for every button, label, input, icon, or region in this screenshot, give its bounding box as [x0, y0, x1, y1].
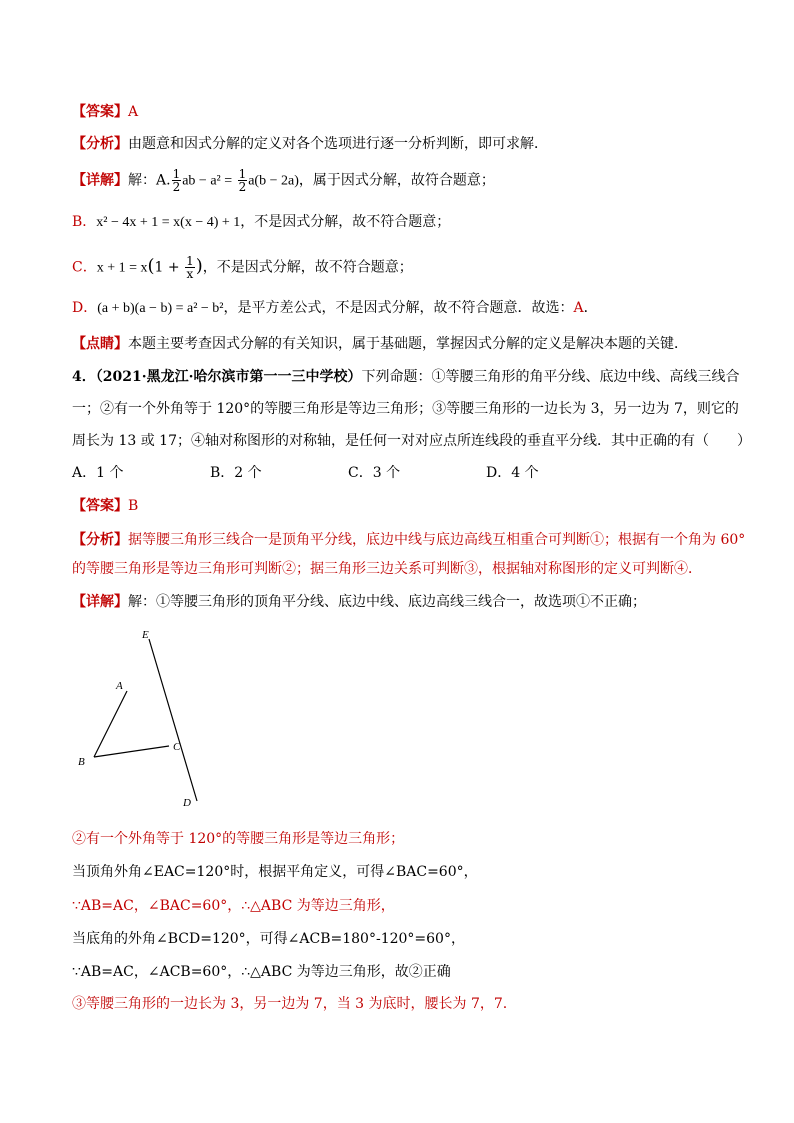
q3-option-d-line [72, 298, 598, 319]
q3-option-c-line: C．x + 1 = x(1 + $\frac{1}{x}$ )，不是因式分解，故不符合题意； [72, 254, 413, 281]
question-source: （2021·黑龙江·哈尔滨市第一一三中学校） [95, 369, 362, 385]
analysis-tag: 【分析】 [72, 136, 128, 152]
option-c-label: C． [72, 259, 97, 276]
option-c-comment: ，不是因式分解，故不符合题意； [202, 259, 413, 276]
segment-b-c [94, 746, 169, 757]
option-b-label: B． [72, 214, 97, 230]
label-d: D [183, 797, 191, 809]
question-number: 4． [72, 369, 96, 385]
line-e-d [149, 639, 197, 801]
q3-option-b-line [72, 212, 450, 233]
q3-detail-line [72, 168, 495, 193]
triangle-figure [70, 625, 210, 810]
q4-stem-line-3 [72, 431, 751, 451]
option-a: A．1 个 [72, 465, 124, 481]
q3-answer-line [72, 102, 138, 122]
answer-value: A [128, 104, 139, 120]
detail-text-1: 解：①等腰三角形的顶角平分线、底边中线、底边高线三线合一，故选项①不正确； [128, 594, 646, 610]
option-a-expr: ab − a² = [182, 173, 233, 189]
option-c: C．3 个 [348, 465, 401, 481]
answer-value: B [128, 498, 139, 514]
q4-detail-line [72, 592, 646, 612]
q4-step-3: ∵AB=AC，∠BAC=60°，∴△ABC 为等边三角形， [72, 898, 395, 914]
q4-stem-line-2 [72, 399, 739, 419]
stem-text-1: 下列命题：①等腰三角形的角平分线、底边中线、高线三线合 [361, 369, 740, 385]
q3-analysis-line [72, 134, 548, 154]
stem-text-3: 周长为 13 或 17；④轴对称图形的对称轴，是任何一对对应点所连线段的垂直平分线．其中正确的有（ ） [72, 433, 751, 449]
comment-text: 本题主要考查因式分解的有关知识，属于基础题，掌握因式分解的定义是解决本题的关键． [128, 336, 688, 352]
detail-tag: 【详解】 [72, 172, 128, 189]
option-d-label: D． [72, 300, 98, 316]
q4-step-6: ③等腰三角形的一边长为 3，另一边为 7，当 3 为底时，腰长为 7，7. [72, 996, 508, 1012]
detail-intro: 解：A. [128, 172, 171, 189]
analysis-text-2: 的等腰三角形是等边三角形可判断②；据三角形三边关系可判断③，根据轴对称图形的定义可判断④． [72, 561, 702, 577]
q3-comment-line [72, 334, 688, 354]
option-d-expr: (a + b)(a − b) = a² − b² [97, 301, 224, 316]
stem-text-2: 一；②有一个外角等于 120°的等腰三角形是等边三角形；③等腰三角形的一边长为 3，另一边为 7，则它的 [72, 401, 739, 417]
fraction-one-over-x: $\frac{1}{x}$ [186, 254, 194, 281]
analysis-tag: 【分析】 [72, 532, 128, 548]
q4-step-2: 当顶角外角∠EAC=120°时，根据平角定义，可得∠BAC=60°， [72, 864, 478, 880]
q4-step-1: ②有一个外角等于 120°的等腰三角形是等边三角形； [72, 831, 405, 847]
answer-tag: 【答案】 [72, 498, 128, 514]
q4-step-4: 当底角的外角∠BCD=120°，可得∠ACB=180°-120°=60°， [72, 931, 465, 947]
segment-a-b [94, 691, 127, 757]
option-d-end: ． [583, 300, 598, 316]
option-b: B．2 个 [210, 465, 262, 481]
label-e: E [142, 629, 149, 641]
option-c-expr: x + 1 = x [96, 260, 148, 276]
option-b-comment: ，不是因式分解，故不符合题意； [240, 214, 451, 230]
option-d-comment: ，是平方差公式，不是因式分解，故不符合题意．故选： [223, 300, 574, 316]
label-b: B [78, 756, 85, 768]
option-b-expr: x² − 4x + 1 = x(x − 4) + 1 [96, 215, 241, 230]
comment-tag: 【点睛】 [72, 336, 128, 352]
q4-analysis-line-2 [72, 559, 702, 579]
analysis-text-1: 据等腰三角形三线合一是顶角平分线，底边中线与底边高线互相重合可判断①；根据有一个角为 60° [128, 532, 746, 548]
label-a: A [116, 680, 123, 692]
analysis-text: 由题意和因式分解的定义对各个选项进行逐一分析判断，即可求解． [128, 136, 548, 152]
q4-step-5: ∵AB=AC，∠ACB=60°，∴△ABC 为等边三角形，故②正确 [72, 964, 451, 980]
detail-tag: 【详解】 [72, 594, 128, 610]
fraction-half-rhs: $\frac{1}{2}$ [238, 167, 247, 194]
option-d-choice: A [573, 300, 584, 316]
option-a-rhs: a(b − 2a) [248, 173, 299, 189]
option-d: D．4 个 [486, 465, 539, 481]
answer-tag: 【答案】 [72, 104, 128, 120]
option-a-comment: ，属于因式分解，故符合题意； [298, 172, 495, 189]
q4-answer-line [72, 496, 138, 516]
label-c: C [173, 741, 181, 753]
q4-stem-line-1 [72, 367, 739, 387]
fraction-half: $\frac{1}{2}$ [172, 167, 181, 194]
q4-analysis-line-1 [72, 530, 745, 550]
